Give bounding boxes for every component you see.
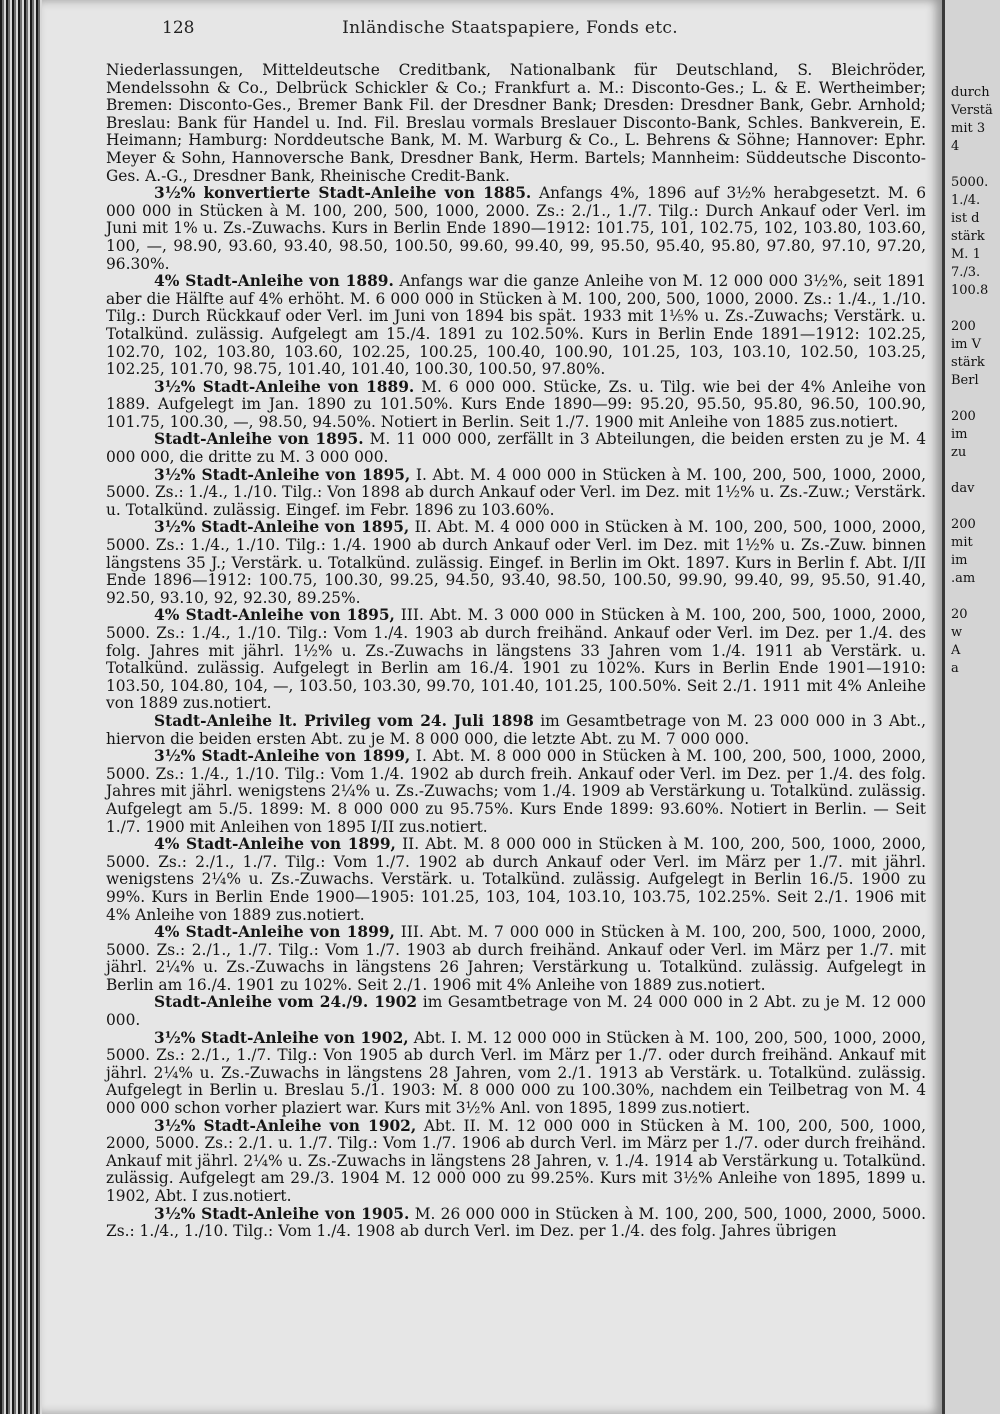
edge-fragment: 5000. xyxy=(951,175,989,190)
next-page-edge-text xyxy=(951,84,999,678)
edge-fragment xyxy=(951,156,999,174)
bond-entry-heading: 4% Stadt-Anleihe von 1895, xyxy=(154,606,395,625)
bond-entry-heading: 3½% konvertierte Stadt-Anleihe von 1885. xyxy=(154,184,532,203)
page-body xyxy=(106,62,926,1241)
edge-fragment: M. 1 xyxy=(951,247,981,262)
edge-fragment: w xyxy=(951,625,963,640)
edge-fragment: durch xyxy=(951,85,990,100)
bond-entry-heading: Stadt-Anleihe lt. Privileg vom 24. Juli 1898 xyxy=(154,711,534,730)
bond-entry-text: III. Abt. M. 3 000 000 in Stücken à M. 100, 200, 500, 1000, 2000, 5000. Zs.: 1./4., 1./10. Tilg.: Vom 1./4. 1903 ab durch freihänd. Ankauf oder Verl. im Dez. per 1./4. des folg. Jahres mit jährl. 1½% u. Zs.-Zuwachs in längstens 33 Jahren vom 1./4. 1911 ab Verstärk. u. Totalkünd. zulässig. Aufgelegt in Berlin am 16./4. 1901 zu 102%. Kurs in Berlin Ende 1901—1910: 103.50, 104.80, 104, —, 103.50, 103.30, 99.70, 101.40, 101.25, 100.50%. Seit 2./1. 1911 mit 4% Anleihe von 1889 zus.notiert. xyxy=(106,606,926,713)
edge-fragment: dav xyxy=(951,481,975,496)
edge-fragment: stärk xyxy=(951,229,985,244)
bond-entry-heading: 4% Stadt-Anleihe von 1889. xyxy=(154,272,394,291)
edge-fragment: A xyxy=(951,643,961,658)
bond-entry xyxy=(106,185,926,273)
edge-fragment: .am xyxy=(951,571,976,586)
bond-entry xyxy=(106,1118,926,1206)
bond-entry-heading: 3½% Stadt-Anleihe von 1889. xyxy=(154,377,415,396)
bond-entry-text: Abt. I. M. 12 000 000 in Stücken à M. 100, 200, 500, 1000, 2000, 5000. Zs.: 2./1., 1./7. Tilg.: Von 1905 ab durch Verl. im März per 1./7. oder durch freihänd. Ankauf mit jährl. 2¼% u. Zs.-Zuwachs in längstens 28 Jahren, vom 2./1. 1913 ab Verstärk. u. Totalkünd. zulässig. Aufgelegt in Berlin u. Breslau 5./1. 1903: M. 8 000 000 zu 100.30%, nachdem ein Teilbetrag von M. 4 000 000 schon vorher plaziert war. Kurs mit 3½% Anl. von 1895, 1899 zus.notiert. xyxy=(106,1028,926,1118)
bond-entry-text: III. Abt. M. 7 000 000 in Stücken à M. 100, 200, 500, 1000, 2000, 5000. Zs.: 2./1., 1./7. Tilg.: Vom 1./7. 1903 ab durch freihänd. Ankauf oder Verl. im März per 1./7. mit jährl. 2¼% u. Zs.-Zuwachs in längstens 26 Jahren; Verstärkung u. Totalkünd. zulässig. Aufgelegt in Berlin am 16./4. 1901 zu 102%. Seit 2./1. 1906 mit 4% Anleihe von 1889 zus.notiert. xyxy=(106,923,926,994)
bond-entry-text: M. 11 000 000, zerfällt in 3 Abteilungen, die beiden ersten zu je M. 4 000 000, die dritte zu M. 3 000 000. xyxy=(106,430,926,467)
bond-entry-heading: Stadt-Anleihe vom 24./9. 1902 xyxy=(154,993,418,1012)
bond-entry-heading: 4% Stadt-Anleihe von 1899, xyxy=(154,835,396,854)
bond-entry-text: Abt. II. M. 12 000 000 in Stücken à M. 100, 200, 500, 1000, 2000, 5000. Zs.: 2./1. u. 1./7. Tilg.: Vom 1./7. 1906 ab durch Verl. im März per 1./7. oder durch freihänd. Ankauf mit jährl. 2¼% u. Zs.-Zuwachs in längstens 28 Jahren, v. 1./4. 1914 ab Verstärkung u. Totalkünd. zulässig. Aufgelegt am 29./3. 1904 M. 12 000 000 zu 99.25%. Kurs mit 3½% Anleihe von 1895, 1899 u. 1902, Abt. I zus.notiert. xyxy=(106,1116,926,1205)
running-title: Inländische Staatspapiere, Fonds etc. xyxy=(342,18,678,38)
edge-fragment: im V xyxy=(951,337,982,352)
bond-entry xyxy=(106,836,926,924)
edge-fragment: 1./4. xyxy=(951,193,981,208)
bond-entry-heading: 3½% Stadt-Anleihe von 1902, xyxy=(154,1116,417,1135)
bond-entry xyxy=(106,748,926,836)
edge-fragment: stärk xyxy=(951,355,985,370)
edge-fragment: 7./3. xyxy=(951,265,981,280)
edge-fragment xyxy=(951,390,999,408)
edge-fragment: mit xyxy=(951,535,973,550)
edge-fragment: 200 xyxy=(951,409,976,424)
bond-entry-text: im Gesamtbetrage von M. 23 000 000 in 3 Abt., hiervon die beiden ersten Abt. zu je M. 8 000 000, die letzte Abt. zu M. 7 000 000. xyxy=(106,711,926,748)
edge-fragment: ist d xyxy=(951,211,980,226)
bond-entry-heading: 3½% Stadt-Anleihe von 1895, xyxy=(154,518,410,537)
bond-entry-text: I. Abt. M. 4 000 000 in Stücken à M. 100, 200, 500, 1000, 2000, 5000. Zs.: 1./4., 1./10. Tilg.: Von 1898 ab durch Ankauf oder Verl. im Dez. mit 1½% u. Zs.-Zuw.; Verstärk. u. Totalkünd. zulässig. Eingef. im Febr. 1896 zu 103.60%. xyxy=(106,465,926,519)
edge-fragment: mit 3 xyxy=(951,121,986,136)
bond-entry-text: M. 6 000 000. Stücke, Zs. u. Tilg. wie bei der 4% Anleihe von 1889. Aufgelegt im Jan. 1890 zu 101.50%. Kurs Ende 1890—99: 95.20, 95.50, 95.80, 96.50, 100.90, 101.75, 100.30, —, 98.50, 94.50%. Notiert in Berlin. Seit 1./7. 1900 mit Anleihe von 1885 zus.notiert. xyxy=(106,377,926,431)
bond-entry xyxy=(106,1206,926,1241)
bond-entry xyxy=(106,519,926,607)
bond-entry-text: Anfangs war die ganze Anleihe von M. 12 000 000 3½%, seit 1891 aber die Hälfte auf 4% erhöht. M. 6 000 000 in Stücken à M. 100, 200, 500, 1000, 2000. Zs.: 1./4., 1./10. Tilg.: Durch Rückkauf oder Verl. im Juni von 1894 bis spät. 1933 mit 1⅕% u. Zs.-Zuwachs; Verstärk. u. Totalkünd. zulässig. Aufgelegt am 15./4. 1891 zu 102.50%. Kurs in Berlin Ende 1891—1912: 102.25, 102.70, 102, 103.80, 103.60, 102.25, 100.25, 100.40, 100.90, 101.25, 103, 103.10, 102.50, 103.25, 102.25, 101.70, 98.75, 101.40, 101.40, 100.30, 100.50, 97.80%. xyxy=(106,272,926,379)
bond-entry xyxy=(106,431,926,466)
bond-entry-text: I. Abt. M. 8 000 000 in Stücken à M. 100, 200, 500, 1000, 2000, 5000. Zs.: 1./4., 1./10. Tilg.: Vom 1./4. 1902 ab durch freih. Ankauf oder Verl. im Dez. per 1./4. des folg. Jahres mit jährl. wenigstens 2¼% u. Zs.-Zuwachs; vom 1./4. 1909 ab Verstärkung u. Totalkünd. zulässig. Aufgelegt am 5./5. 1899: M. 8 000 000 zu 95.75%. Kurs Ende 1899: 93.60%. Notiert in Berlin. — Seit 1./7. 1900 mit Anleihen von 1895 I/II zus.notiert. xyxy=(106,747,926,836)
bond-entry-heading: 3½% Stadt-Anleihe von 1902, xyxy=(154,1028,409,1047)
edge-fragment: 200 xyxy=(951,319,976,334)
page-number: 128 xyxy=(162,18,195,38)
bond-entry-heading: 3½% Stadt-Anleihe von 1895, xyxy=(154,465,411,484)
bond-entry xyxy=(106,607,926,713)
bond-entry-heading: Stadt-Anleihe von 1895. xyxy=(154,430,364,449)
bond-entry xyxy=(106,379,926,432)
intro-paragraph: Niederlassungen, Mitteldeutsche Creditbank, Nationalbank für Deutschland, S. Bleichröder, Mendelssohn & Co., Delbrück Schickler & Co.; Frankfurt a. M.: Disconto-Ges.; L. & E. Wertheimber; Bremen: Disconto-Ges., Bremer Bank Fil. der Dresdner Bank; Dresden: Dresdner Bank, Gebr. Arnhold; Breslau: Bank für Handel u. Ind. Fil. Breslau vormals Breslauer Disconto-Bank, Schles. Bankverein, E. Heimann; Hamburg: Norddeutsche Bank, M. M. Warburg & Co., L. Behrens & Söhne; Hannover: Ephr. Meyer & Sohn, Hannoversche Bank, Dresdner Bank, Herm. Bartels; Mannheim: Süddeutsche Disconto-Ges. A.-G., Dresdner Bank, Rheinische Credit-Bank. xyxy=(106,61,926,185)
bond-entries xyxy=(106,185,926,1241)
bond-entry-text: Anfangs 4%, 1896 auf 3½% herabgesetzt. M. 6 000 000 in Stücken à M. 100, 200, 500, 1000, 2000. Zs.: 2./1., 1./7. Tilg.: Durch Ankauf oder Verl. im Juni mit 1% u. Zs.-Zuwachs. Kurs in Berlin Ende 1890—1912: 101.75, 101, 102.75, 102, 103.80, 103.60, 100, —, 98.90, 93.60, 93.40, 98.50, 100.50, 99.60, 99.40, 99, 95.50, 95.40, 95.80, 97.80, 97.10, 97.20, 96.30%. xyxy=(106,184,926,273)
bond-entry xyxy=(106,1030,926,1118)
edge-fragment: 200 xyxy=(951,517,976,532)
edge-fragment: 4 xyxy=(951,139,960,154)
edge-fragment: 100.8 xyxy=(951,283,989,298)
edge-fragment: 20 xyxy=(951,607,968,622)
edge-fragment: Berl xyxy=(951,373,979,388)
edge-fragment xyxy=(951,588,999,606)
edge-fragment xyxy=(951,498,999,516)
bond-entry-text: II. Abt. M. 4 000 000 in Stücken à M. 100, 200, 500, 1000, 2000, 5000. Zs.: 1./4., 1./10. Tilg.: 1./4. 1900 ab durch Ankauf oder Verl. im Dez. mit 1½% u. Zs.-Zuw. binnen längstens 35 J.; Verstärk. u. Totalkünd. zulässig. Eingef. in Berlin im Okt. 1897. Kurs in Berlin f. Abt. I/II Ende 1896—1912: 100.75, 100.30, 99.25, 94.50, 93.40, 98.50, 100.50, 99.90, 99.40, 99, 95.50, 91.40, 92.50, 93.10, 92, 92.30, 89.25%. xyxy=(106,518,926,607)
page-header xyxy=(100,18,920,42)
bond-entry-heading: 3½% Stadt-Anleihe von 1905. xyxy=(154,1204,410,1223)
bond-entry-text: II. Abt. M. 8 000 000 in Stücken à M. 100, 200, 500, 1000, 2000, 5000. Zs.: 2./1., 1./7. Tilg.: Vom 1./7. 1902 ab durch Ankauf oder Verl. im März per 1./7. mit jährl. wenigstens 2¼% u. Zs.-Zuwachs. Verstärk. u. Totalkünd. zulässig. Aufgelegt in Berlin 16./5. 1900 zu 99%. Kurs in Berlin Ende 1900—1905: 101.25, 103, 104, 103.10, 103.75, 102.25%. Seit 2./1. 1906 mit 4% Anleihe von 1889 zus.notiert. xyxy=(106,835,926,924)
edge-fragment: zu xyxy=(951,445,967,460)
book-binding xyxy=(0,0,42,1414)
bond-entry xyxy=(106,467,926,520)
bond-entry xyxy=(106,994,926,1029)
edge-fragment: Verstä xyxy=(951,103,993,118)
bond-entry-heading: 3½% Stadt-Anleihe von 1899, xyxy=(154,747,411,766)
edge-fragment xyxy=(951,462,999,480)
edge-fragment: im xyxy=(951,553,968,568)
next-page-edge xyxy=(942,0,1000,1414)
bond-entry-text: M. 26 000 000 in Stücken à M. 100, 200, 500, 1000, 2000, 5000. Zs.: 1./4., 1./10. Tilg.: Vom 1./4. 1908 ab durch Verl. im Dez. per 1./4. des folg. Jahres übrigen xyxy=(106,1204,927,1241)
bond-entry-heading: 4% Stadt-Anleihe von 1899, xyxy=(154,923,395,942)
edge-fragment xyxy=(951,300,999,318)
edge-fragment: im xyxy=(951,427,968,442)
edge-fragment: a xyxy=(951,661,959,676)
bond-entry xyxy=(106,273,926,379)
bond-entry xyxy=(106,713,926,748)
bond-entry xyxy=(106,924,926,994)
bond-entry-text: im Gesamtbetrage von M. 24 000 000 in 2 Abt. zu je M. 12 000 000. xyxy=(106,993,927,1030)
